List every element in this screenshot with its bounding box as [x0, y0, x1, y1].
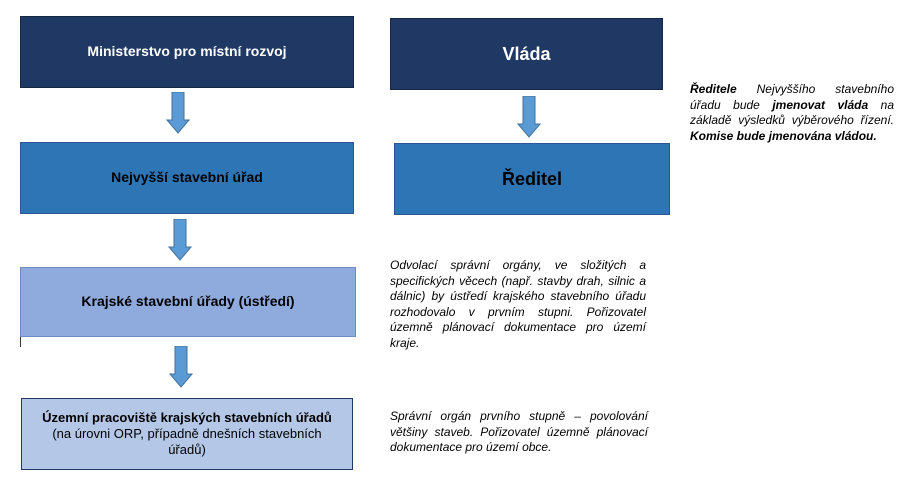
supreme-building-office-label: Nejvyšší stavební úřad [111, 169, 263, 186]
down-arrow-icon [168, 219, 192, 261]
supreme-building-office-box [20, 142, 354, 214]
territorial-workplaces-subtitle: (na úrovni ORP, případně dnešních stavebních úřadů) [52, 425, 322, 458]
director-box [394, 143, 670, 215]
note-text: na základě výsledků výběrového řízení. [690, 97, 894, 127]
government-box [390, 18, 663, 90]
territorial-workplaces-note: Správní orgán prvního stupně – povolování většiny staveb. Pořizovatel územně plánovací dokumentace pro území obce. [390, 409, 648, 454]
note-emphasis: jmenovat vláda [772, 97, 869, 112]
note-emphasis: Ředitele [690, 82, 737, 96]
ministry-box [20, 16, 354, 88]
down-arrow-icon [166, 92, 190, 134]
note-text: Nejvyššího stavebního úřadu bude [690, 82, 894, 112]
director-label: Ředitel [501, 168, 562, 189]
divider-tick [20, 337, 21, 347]
regional-building-offices-label: Krajské stavební úřady (ústředí) [81, 293, 295, 310]
ministry-label: Ministerstvo pro místní rozvoj [87, 43, 287, 60]
regional-offices-note: Odvolací správní orgány, ve složitých a specifických věcech (např. stavby drah, silnic a dálnic) by ústředí krajského stavebního úřadu rozhodovalo v prvním stupni. Pořizovatel územně plánovací dokumentace pro území kraje. [390, 258, 646, 350]
note-emphasis: Komise bude jmenována vládou. [690, 128, 877, 143]
territorial-workplaces-title: Územní pracoviště krajských stavebních úřadů [42, 409, 332, 425]
down-arrow-icon [517, 96, 541, 138]
director-appointment-note [690, 82, 894, 144]
regional-building-offices-box [20, 267, 356, 337]
government-label: Vláda [502, 43, 551, 64]
down-arrow-icon [169, 346, 193, 388]
territorial-workplaces-box [21, 398, 353, 470]
